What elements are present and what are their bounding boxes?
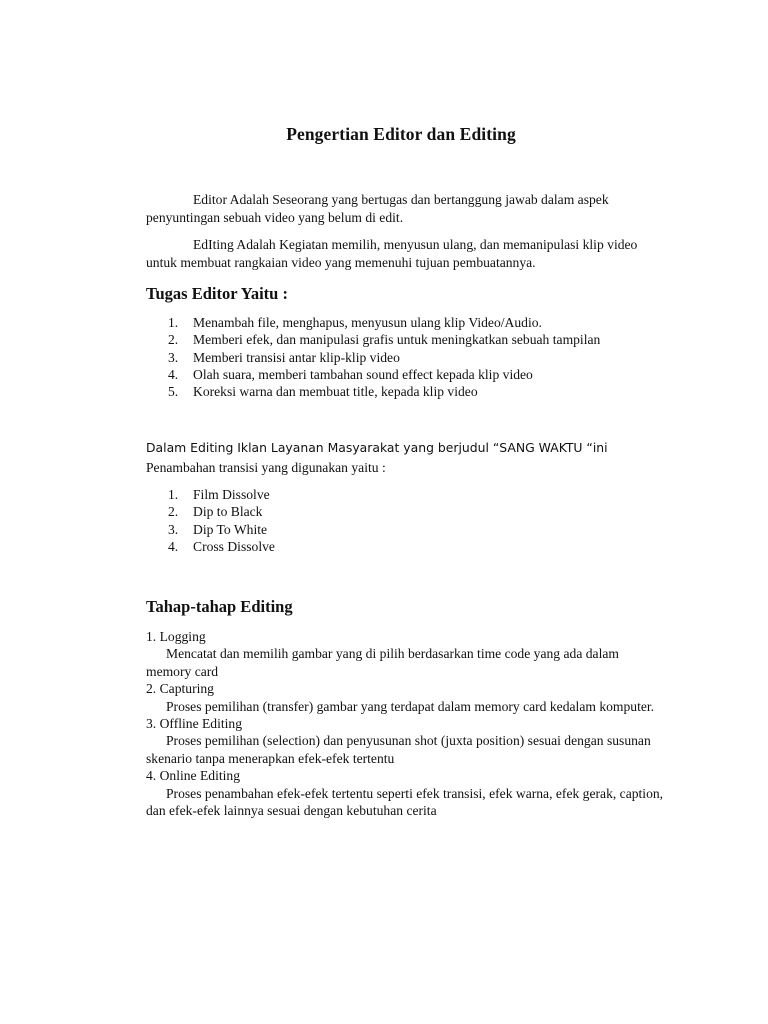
tugas-list — [146, 314, 600, 400]
paragraph-text: Editor Adalah Seseorang yang bertugas dan bertanggung jawab dalam aspek penyuntingan sebuah video yang belum di edit. — [146, 192, 609, 225]
list-text: Dip To White — [193, 521, 268, 537]
list-text: Koreksi warna dan membuat title, kepada klip video — [193, 384, 478, 400]
transisi-list — [146, 486, 275, 555]
list-number: 1. — [168, 487, 179, 502]
list-item — [146, 538, 275, 555]
paragraph-text: EdIting Adalah Kegiatan memilih, menyusun ulang, dan memanipulasi klip video untuk membuat rangkaian video yang memenuhi tujuan pembuatannya. — [146, 237, 638, 270]
list-item — [146, 383, 600, 400]
list-item — [146, 366, 600, 383]
list-number: 2. — [168, 332, 179, 348]
section-heading-tahap: Tahap-tahap Editing — [146, 597, 293, 616]
paragraph-editor — [146, 191, 666, 226]
step-description-text: Proses pemilihan (selection) dan penyusunan shot (juxta position) sesuai dengan susunan skenario tanpa menerapkan efek-efek tertentu — [146, 733, 651, 766]
step-description-text: Mencatat dan memilih gambar yang di pilih berdasarkan time code yang ada dalam memory card — [146, 646, 619, 679]
list-item — [146, 503, 275, 520]
tahap-steps — [146, 628, 666, 819]
step-label: 2. Capturing — [146, 681, 214, 697]
paragraph-line: Dalam Editing Iklan Layanan Masyarakat yang berjudul “SANG WAKTU “ini — [146, 440, 608, 455]
paragraph-line: Penambahan transisi yang digunakan yaitu : — [146, 459, 386, 475]
list-number: 1. — [168, 315, 179, 330]
list-number: 3. — [168, 349, 179, 365]
section-heading-tugas: Tugas Editor Yaitu : — [146, 284, 288, 303]
list-item — [146, 314, 600, 331]
step-label: 4. Online Editing — [146, 768, 241, 784]
list-text: Memberi transisi antar klip-klip video — [193, 349, 400, 365]
step-description-text: Proses pemilihan (transfer) gambar yang terdapat dalam memory card kedalam komputer. — [166, 698, 655, 714]
page-title: Pengertian Editor dan Editing — [286, 124, 516, 144]
step-description — [146, 732, 666, 767]
step-label: 1. Logging — [146, 629, 206, 644]
step-description — [146, 785, 666, 820]
list-item — [146, 486, 275, 503]
list-item — [146, 349, 600, 366]
step-description — [146, 645, 666, 680]
list-text: Cross Dissolve — [193, 538, 275, 554]
list-number: 4. — [168, 366, 179, 382]
paragraph-editing — [146, 236, 666, 271]
step-label: 3. Offline Editing — [146, 716, 243, 732]
list-text: Dip to Black — [193, 504, 263, 520]
list-text: Olah suara, memberi tambahan sound effect kepada klip video — [193, 366, 533, 382]
step-description — [146, 698, 666, 715]
list-item — [146, 521, 275, 538]
list-text: Memberi efek, dan manipulasi grafis untuk meningkatkan sebuah tampilan — [193, 332, 601, 348]
list-number: 2. — [168, 504, 179, 520]
list-text: Menambah file, menghapus, menyusun ulang klip Video/Audio. — [193, 315, 542, 330]
list-number: 3. — [168, 521, 179, 537]
list-number: 5. — [168, 384, 179, 400]
list-text: Film Dissolve — [193, 487, 270, 502]
list-item — [146, 331, 600, 348]
paragraph-iklan — [146, 438, 666, 477]
list-number: 4. — [168, 538, 179, 554]
step-description-text: Proses penambahan efek-efek tertentu seperti efek transisi, efek warna, efek gerak, caption, dan efek-efek lainnya sesuai dengan kebutuhan cerita — [146, 785, 664, 819]
